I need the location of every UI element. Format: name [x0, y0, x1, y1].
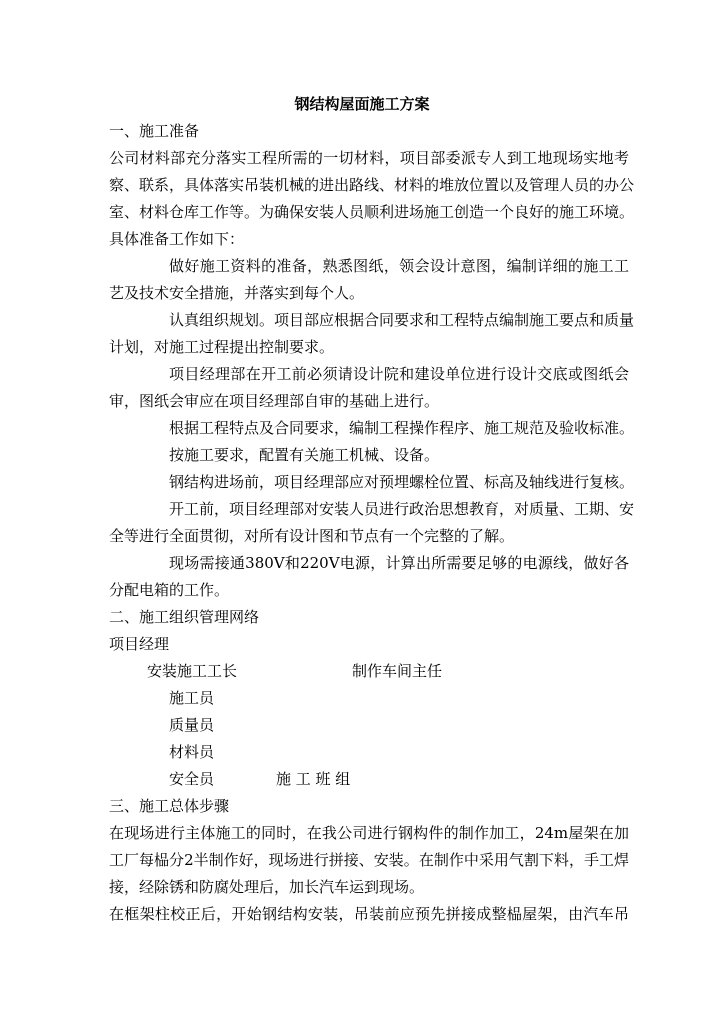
paragraph-line: 在框架柱校正后，开始钢结构安装，吊装前应预先拼接成整榀屋架，由汽车吊 [109, 905, 629, 923]
section3-heading: 三、施工总体步骤 [109, 797, 230, 815]
list-item-line: 钢结构进场前，项目经理部应对预埋螺栓位置、标高及轴线进行复核。 [169, 473, 635, 491]
paragraph-line: 室、材料仓库工作等。为确保安装人员顺利进场施工创造一个良好的施工环境。 [109, 203, 635, 221]
list-item-line: 艺及技术安全措施，并落实到每个人。 [109, 284, 365, 302]
paragraph-line: 察、联系，具体落实吊装机械的进出路线、材料的堆放位置以及管理人员的办公 [109, 176, 635, 194]
list-item-line: 项目经理部在开工前必须请设计院和建设单位进行设计交底或图纸会 [169, 365, 629, 383]
org-install-foreman: 安装施工工长 [147, 662, 238, 680]
org-workshop-director: 制作车间主任 [352, 662, 443, 680]
list-item-line: 开工前，项目经理部对安装人员进行政治思想教育，对质量、工期、安 [169, 500, 635, 518]
section2-heading: 二、施工组织管理网络 [109, 608, 260, 626]
org-role: 质量员 [169, 716, 215, 734]
paragraph-line: 接，经除锈和防腐处理后，加长汽车运到现场。 [109, 878, 425, 896]
org-role: 材料员 [169, 743, 215, 761]
list-item-line: 现场需接通380V和220V电源，计算出所需要足够的电源线，做好各 [169, 554, 629, 572]
document-title: 钢结构屋面施工方案 [294, 95, 430, 113]
paragraph-line: 具体准备工作如下： [109, 230, 245, 248]
paragraph-line: 在现场进行主体施工的同时，在我公司进行钢构件的制作加工，24m屋架在加 [109, 824, 629, 842]
org-team: 施 工 班 组 [276, 770, 351, 788]
org-role: 施工员 [169, 689, 215, 707]
section1-heading: 一、施工准备 [109, 122, 200, 140]
list-item-line: 按施工要求，配置有关施工机械、设备。 [169, 446, 440, 464]
list-item-line: 做好施工资料的准备，熟悉图纸，领会设计意图，编制详细的施工工 [169, 257, 629, 275]
list-item-line: 根据工程特点及合同要求，编制工程操作程序、施工规范及验收标准。 [169, 419, 635, 437]
list-item-line: 全等进行全面贯彻，对所有设计图和节点有一个完整的了解。 [109, 527, 515, 545]
list-item-line: 审，图纸会审应在项目经理部自审的基础上进行。 [109, 392, 440, 410]
list-item-line: 认真组织规划。项目部应根据合同要求和工程特点编制施工要点和质量 [169, 311, 635, 329]
org-role: 安全员 [169, 770, 215, 788]
paragraph-line: 公司材料部充分落实工程所需的一切材料，项目部委派专人到工地现场实地考 [109, 149, 629, 167]
paragraph-line: 工厂每榀分2半制作好，现场进行拼接、安装。在制作中采用气割下料，手工焊 [109, 851, 629, 869]
list-item-line: 分配电箱的工作。 [109, 581, 230, 599]
list-item-line: 计划，对施工过程提出控制要求。 [109, 338, 335, 356]
org-manager: 项目经理 [109, 635, 170, 653]
